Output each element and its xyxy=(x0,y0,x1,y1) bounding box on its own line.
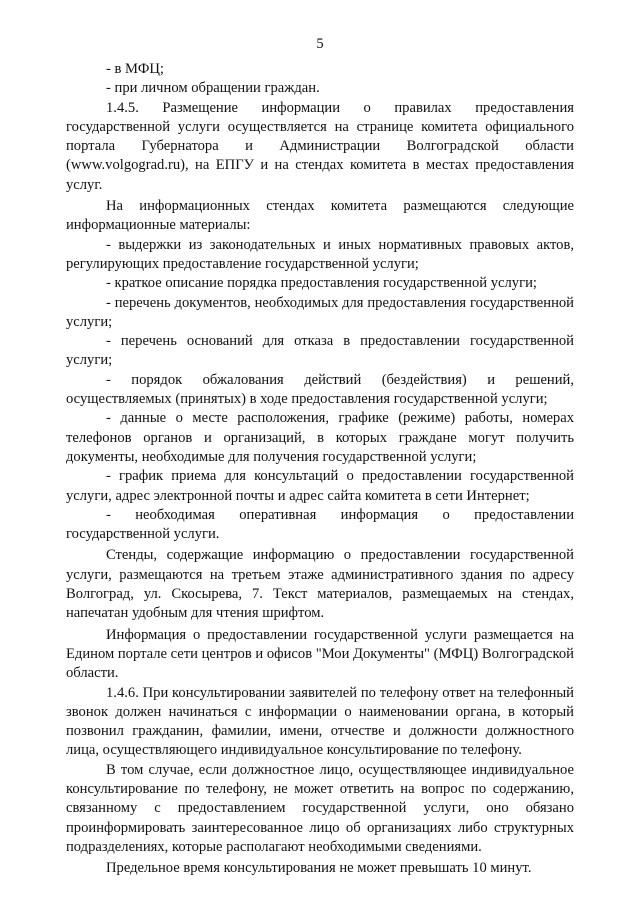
list-item-procedure-description: - краткое описание порядка предоставления государственной услуги; xyxy=(106,275,537,292)
paragraph-consultant-case: В том случае, если должностное лицо, осуществляющее индивидуальное консультирование по телефону, не может ответить на вопрос по содержанию, связанному с предоставлением государственной услуги, оно обязано проинформировать заинтересованное лицо об организациях либо структурных подразделениях, которые располагают необходимыми сведениями. xyxy=(66,761,574,855)
list-item-documents-list: - перечень документов, необходимых для предоставления государственной услуги; xyxy=(66,294,574,330)
list-item-appeal-procedure: - порядок обжалования действий (бездействия) и решений, осуществляемых (принятых) в ходе предоставления государственной услуги; xyxy=(66,371,574,408)
paragraph-stands-intro: На информационных стендах комитета размещаются следующие информационные материалы: xyxy=(66,198,574,234)
page-number: 5 xyxy=(316,36,324,52)
paragraph-stands-location: Стенды, содержащие информацию о предоставлении государственной услуги, размещаются на третьем этаже административного здания по адресу Волгоград, ул. Скосырева, 7. Текст материалов, размещаемых на стендах, напечатан удобным для чтения шрифтом. xyxy=(66,547,574,622)
list-item-legal-extracts: - выдержки из законодательных и иных нормативных правовых актов, регулирующих предоставление государственной услуги; xyxy=(66,236,574,272)
list-item-personal-appeal: - при личном обращении граждан. xyxy=(106,80,320,97)
document-body xyxy=(66,60,574,878)
paragraph-1-4-5: 1.4.5. Размещение информации о правилах предоставления государственной услуги осуществляется на странице комитета официального портала Губернатора и Администрации Волгоградской области (www.volgograd.ru), на ЕПГУ и на стендах комитета в местах предоставления услуг. xyxy=(66,99,574,193)
paragraph-time-limit: Предельное время консультирования не может превышать 10 минут. xyxy=(106,860,532,877)
list-item-mfc: - в МФЦ; xyxy=(106,61,164,77)
list-item-refusal-grounds: - перечень оснований для отказа в предоставлении государственной услуги; xyxy=(66,333,574,369)
list-item-location-schedule: - данные о месте расположения, графике (режиме) работы, номерах телефонов органов и организаций, в которых граждане могут получить документы, необходимые для получения государственной услуги; xyxy=(66,410,574,465)
list-item-consultation-schedule: - график приема для консультаций о предоставлении государственной услуги, адрес электронной почты и адрес сайта комитета в сети Интернет; xyxy=(66,468,574,504)
paragraph-portal-info: Информация о предоставлении государственной услуги размещается на Едином портале сети центров и офисов "Мои Документы" (МФЦ) Волгоградской области. xyxy=(66,626,574,682)
list-item-operational-info: - необходимая оперативная информация о предоставлении государственной услуги. xyxy=(66,506,574,543)
paragraph-1-4-6: 1.4.6. При консультировании заявителей по телефону ответ на телефонный звонок должен начинаться с информации о наименовании органа, в который позвонил гражданин, фамилии, имени, отчестве и должности должностного лица, осуществляющего индивидуальное консультирование по телефону. xyxy=(66,684,574,759)
